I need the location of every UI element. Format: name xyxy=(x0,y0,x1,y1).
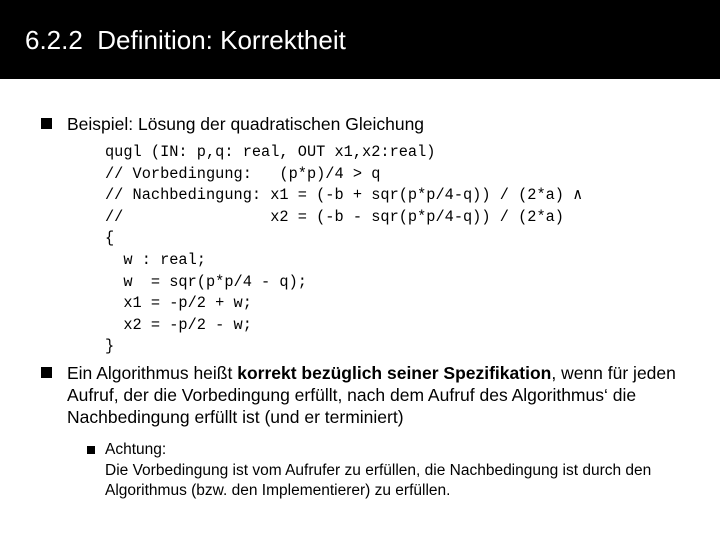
bullet-definition xyxy=(67,362,697,428)
code-line: qugl (IN: p,q: real, OUT x1,x2:real) xyxy=(105,143,436,161)
code-line: x2 = -p/2 - w; xyxy=(105,315,252,334)
code-line: w : real; xyxy=(105,250,206,269)
definition-text-start: Ein Algorithmus heißt xyxy=(67,363,238,383)
code-line: // Vorbedingung: (p*p)/4 > q xyxy=(105,164,381,183)
code-line: { xyxy=(105,229,115,248)
bullet-square-icon xyxy=(41,118,52,129)
code-line: // x2 = (-b - sqr(p*p/4-q)) / (2*a) xyxy=(105,207,564,226)
title-bar xyxy=(0,0,720,79)
sub-bullet-square-icon xyxy=(87,446,95,454)
note-text: Die Vorbedingung ist vom Aufrufer zu erfüllen, die Nachbedingung ist durch den Algorithmus (bzw. den Implementierer) zu erfüllen. xyxy=(105,461,652,499)
note-title: Achtung: xyxy=(105,441,167,458)
code-line: x1 = -p/2 + w; xyxy=(105,294,252,313)
code-line: w = sqr(p*p/4 - q); xyxy=(105,272,307,291)
code-line: // Nachbedingung: x1 = (-b + sqr(p*p/4-q)) / (2*a) ∧ xyxy=(105,186,583,205)
slide-title: 6.2.2 Definition: Korrektheit xyxy=(25,25,346,55)
bullet-example: Beispiel: Lösung der quadratischen Gleichung xyxy=(67,114,425,134)
definition-bold-term: korrekt bezüglich seiner Spezifikation xyxy=(237,363,552,383)
code-line: } xyxy=(105,337,115,356)
sub-bullet-note xyxy=(105,440,695,502)
code-block xyxy=(105,142,582,358)
definition-text-end: , wenn für jeden Aufruf, der die Vorbedingung erfüllt, nach dem Aufruf des Algorithmus‘ die Nachbedingung erfüllt ist (und er terminiert) xyxy=(67,363,676,427)
bullet-square-icon xyxy=(41,367,52,378)
